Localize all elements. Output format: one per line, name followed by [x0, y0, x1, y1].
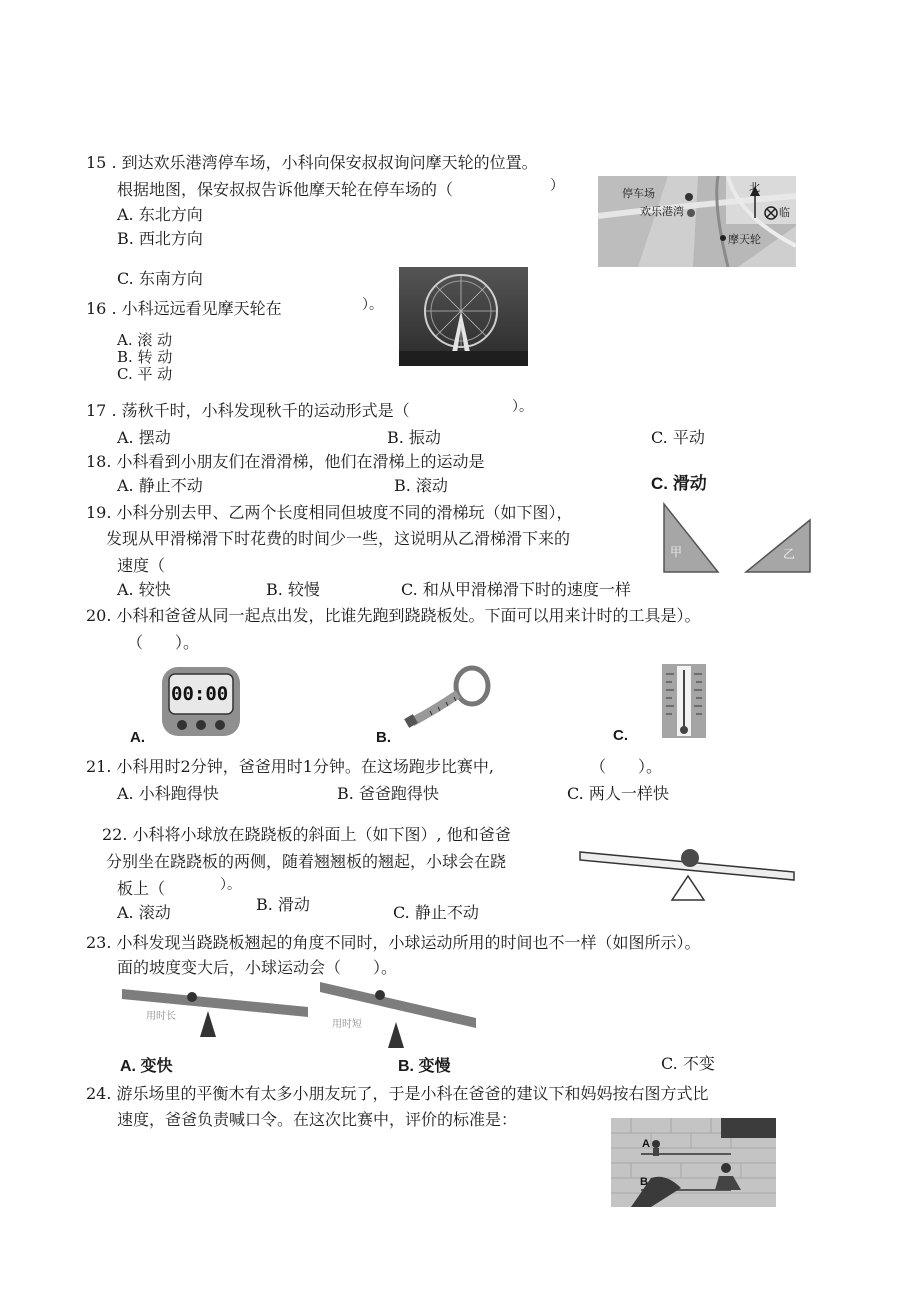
map-label-harbor: 欢乐港湾: [640, 205, 684, 218]
q23-option-a[interactable]: A. 变快: [120, 1058, 173, 1075]
slide-jia-label: 甲: [670, 545, 683, 559]
q15-option-a[interactable]: A. 东北方向: [117, 205, 203, 224]
q18-option-b[interactable]: B. 滚动: [394, 476, 448, 495]
q22-option-a[interactable]: A. 滚动: [117, 903, 171, 922]
slide-jia-shape: [664, 504, 718, 572]
seesaw-ball: [681, 849, 699, 867]
q17-option-b[interactable]: B. 振动: [387, 428, 441, 447]
timer-display: 00:00: [171, 683, 229, 705]
q20-option-a-timer[interactable]: [160, 665, 242, 738]
q23-ball-long: [187, 992, 197, 1002]
slide-yi-shape: [746, 520, 810, 572]
q19-option-b[interactable]: B. 较慢: [266, 580, 320, 599]
q23-fig1-label: 用时长: [146, 1011, 176, 1022]
map-label-side: 临: [779, 206, 790, 219]
q17-option-a[interactable]: A. 摆动: [117, 428, 171, 447]
q23-stem-line1: 23. 小科发现当跷跷板翘起的角度不同时，小球运动所用的时间也不一样（如图所示）。: [86, 933, 701, 952]
q16-paren-tail: ）。: [362, 297, 383, 313]
balance-beam-graphic: [611, 1118, 776, 1207]
q21-option-c[interactable]: C. 两人一样快: [567, 784, 669, 803]
q19-stem-line2: 发现从甲滑梯滑下时花费的时间少一些，这说明从乙滑梯滑下来的: [106, 529, 571, 548]
q19-option-c[interactable]: C. 和从甲滑梯滑下时的速度一样: [401, 580, 631, 599]
slide-yi-label: 乙: [783, 547, 796, 561]
q24-stem-line2: 速度，爸爸负责喊口令。在这次比赛中，评价的标准是：: [117, 1110, 518, 1129]
q20-option-c-thermometer[interactable]: [660, 662, 708, 740]
q18-stem: 18. 小科看到小朋友们在滑滑梯，他们在滑梯上的运动是: [86, 452, 485, 471]
q15-paren-close: ）: [550, 178, 564, 194]
q22-option-c[interactable]: C. 静止不动: [393, 903, 479, 922]
q19-option-a[interactable]: A. 较快: [117, 580, 171, 599]
q23-option-b[interactable]: B. 变慢: [398, 1058, 451, 1075]
q15-map: [598, 176, 796, 267]
q24-stem-line1: 24. 游乐场里的平衡木有太多小朋友玩了，于是小科在爸爸的建议下和妈妈按右图方式比: [86, 1084, 709, 1103]
q22-paren-tail: ）。: [220, 877, 241, 893]
ferris-wheel-graphic: [399, 267, 528, 366]
q21-paren: （ ）。: [590, 757, 663, 776]
q23-seesaw-figure-short: [318, 980, 478, 1052]
q20-option-b-label[interactable]: B.: [376, 729, 391, 746]
beam-label-a: A: [642, 1138, 650, 1150]
q21-stem: 21. 小科用时2分钟，爸爸用时1分钟。在这场跑步比赛中,: [86, 757, 494, 776]
q16-option-b[interactable]: B. 转 动: [117, 348, 173, 366]
map-label-parking: 停车场: [622, 187, 655, 200]
q18-option-c[interactable]: C. 滑动: [651, 474, 707, 493]
q17-stem: 17 . 荡秋千时，小科发现秋千的运动形式是（: [86, 401, 410, 420]
q23-stem-line2: 面的坡度变大后，小球运动会（ ）。: [117, 958, 398, 977]
q22-stem-line3: 板上（: [117, 879, 166, 898]
q16-ferris-wheel-photo: [399, 267, 528, 366]
q16-option-a[interactable]: A. 滚 动: [117, 331, 173, 349]
q15-stem-line1: 15 . 到达欢乐港湾停车场，小科向保安叔叔询问摩天轮的位置。: [86, 153, 538, 172]
q23-option-c[interactable]: C. 不变: [661, 1054, 715, 1073]
q15-option-b[interactable]: B. 西北方向: [117, 229, 203, 248]
q15-option-c[interactable]: C. 东南方向: [117, 269, 203, 288]
q20-stem: 20. 小科和爸爸从同一起点出发，比谁先跑到跷跷板处。下面可以用来计时的工具是）。: [86, 606, 701, 625]
tape-coil: [456, 668, 488, 704]
q15-stem-line2: 根据地图，保安叔叔告诉他摩天轮在停车场的（: [117, 180, 454, 199]
q17-option-c[interactable]: C. 平动: [651, 428, 705, 447]
beam-label-b: B: [640, 1176, 648, 1188]
q20-option-c-label[interactable]: C.: [613, 727, 628, 744]
seesaw-fulcrum: [672, 876, 704, 900]
map-label-north: 北: [749, 181, 760, 194]
q24-balance-beam-photo: [611, 1118, 776, 1207]
q22-stem-line2: 分别坐在跷跷板的两侧，随着翘翘板的翘起，小球会在跷: [106, 852, 507, 871]
q18-option-a[interactable]: A. 静止不动: [117, 476, 203, 495]
q22-option-b[interactable]: B. 滑动: [256, 895, 310, 914]
q21-option-b[interactable]: B. 爸爸跑得快: [337, 784, 439, 803]
q20-paren: （ ）。: [127, 633, 200, 652]
q19-stem-line1: 19. 小科分别去甲、乙两个长度相同但坡度不同的滑梯玩（如下图），: [86, 503, 573, 522]
q20-option-b-tape-measure[interactable]: [398, 664, 494, 740]
q16-stem: 16 . 小科远远看见摩天轮在: [86, 299, 282, 318]
q19-slide-figure: [660, 502, 820, 574]
q23-ball-short: [375, 990, 385, 1000]
q21-option-a[interactable]: A. 小科跑得快: [117, 784, 219, 803]
q23-fig2-label: 用时短: [332, 1019, 362, 1030]
q22-stem-line1: 22. 小科将小球放在跷跷板的斜面上（如下图）, 他和爸爸: [102, 825, 511, 844]
q19-stem-line3: 速度（: [117, 556, 166, 575]
map-label-ferris-wheel: 摩天轮: [728, 233, 761, 246]
q20-option-a-label[interactable]: A.: [130, 729, 145, 746]
q16-option-c[interactable]: C. 平 动: [117, 365, 173, 383]
q17-paren-tail: ）。: [512, 399, 533, 415]
q22-seesaw-figure: [578, 846, 796, 904]
tape-strip: [412, 694, 458, 722]
